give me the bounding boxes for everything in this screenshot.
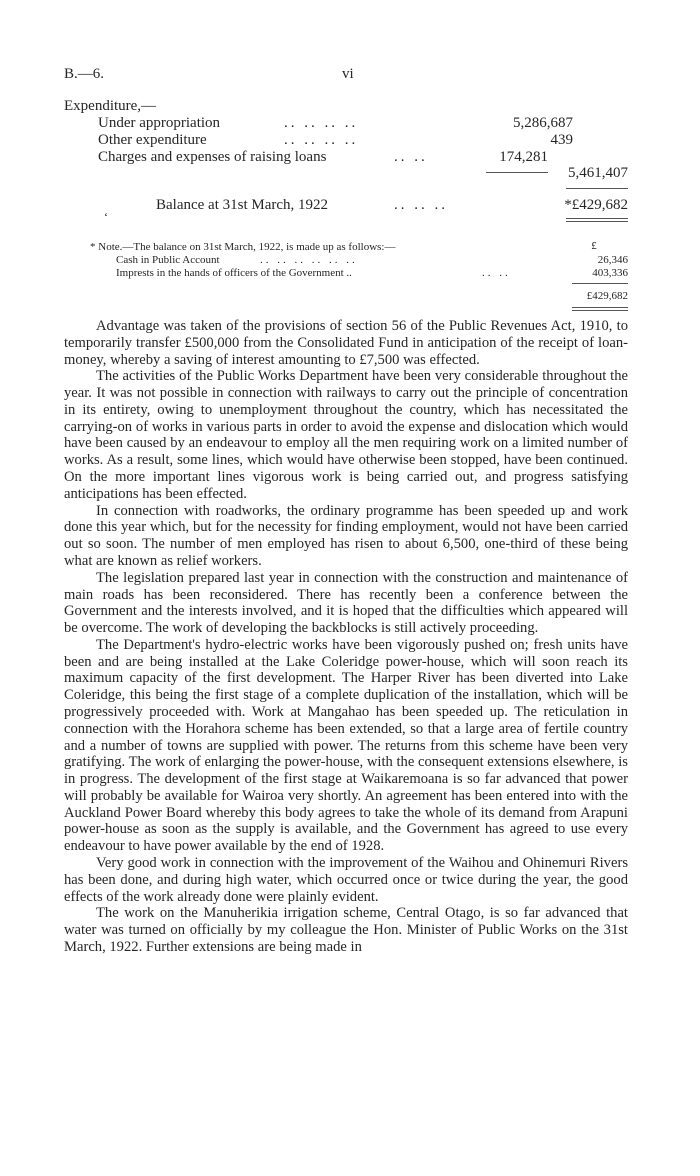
paragraph: The Department's hydro-electric works have been vigorously pushed on; fresh units have been and are being installed at the Lake Coleridge power-house, which will soon reach its maximum capacity of the first development. The Harper River has been diverted into Lake Coleridge, this being the first stage of a complete duplication of the installation, which will be progressively proceeded with. Work at Mangahao has been speeded up. The reticulation in connection with the Horahora scheme has been extended, so that a large area of fertile country and a number of towns are supplied with power. The returns from this scheme have been very gratifying. The work of enlarging the power-house, with the consequent extensions elsewhere, is in progress. The development of the first stage at Waikaremoana is so far advanced that power will probably be available for Wairoa very shortly. An agreement has been entered into with the Auckland Power Board whereby this body agrees to take the whole of its demand from Arapuni power-house as soon as the supply is available, and the Government has agreed to use every endeavour to have power available by the end of 1928. [64, 636, 628, 855]
balance-label: Balance at 31st March, 1922 [156, 197, 329, 213]
footnote-double-rule-top [572, 307, 628, 308]
paragraph: The activities of the Public Works Department have been very considerable throughout the year. It was not possible in connection with railways to carry out the principle of concentration in its entirety, owing to unemployment throughout the country, which has necessitated the carrying-on of works in various parts in order to avoid the expense and dislocation which would have been caused by an endeavour to employ all the men requiring work on a limited number of works. As a result, some lines, which would have otherwise been stopped, have been continued. On the more important lines vigorous work is being carried out, and progress satisfying anticipations has been effected. [64, 368, 628, 502]
leader-dots: .. .. [482, 267, 511, 279]
paragraph: Advantage was taken of the provisions of section 56 of the Public Revenues Act, 1910, to temporarily transfer £500,000 from the Consolidated Fund in anticipation of the receipt of loan-money, whereby a saving of interest amounting to £7,500 was effected. [64, 318, 628, 368]
footnote-rule [572, 283, 628, 284]
expenditure-total: 5,461,407 [568, 165, 628, 181]
paragraph: The work on the Manuherikia irrigation scheme, Central Otago, is so far advanced that water was turned on officially by my colleague the Hon. Minister of Public Works on the 31st March, 1922. Further extensions are being made in [64, 905, 628, 955]
leader-dots: .. .. .. [394, 197, 448, 213]
footnote-intro: * Note.—The balance on 31st March, 1922, is made up as follows:— [90, 241, 396, 253]
footnote-item-amount: 26,346 [597, 254, 628, 266]
paragraph: In connection with roadworks, the ordinary programme has been speeded up and work done this year which, but for the necessity for finding employment, would not have been carried out so soon. The number of men employed has risen to about 6,500, one-third of these being what are known as relief workers. [64, 502, 628, 569]
leader-dots: .. .. .. .. .. .. [260, 254, 358, 266]
paragraph: Very good work in connection with the improvement of the Waihou and Ohinemuri Rivers has been done, and during high water, which occurred once or twice during the year, the good effects of the work already done were plainly evident. [64, 855, 628, 905]
leader-dots: .. .. .. .. [284, 115, 359, 131]
expenditure-item-label: Charges and expenses of raising loans [98, 149, 327, 165]
double-rule-top [566, 218, 628, 219]
expenditure-item-amount: 5,286,687 [513, 115, 573, 131]
footnote-item-label: Cash in Public Account [116, 254, 220, 266]
paragraph: The legislation prepared last year in connection with the construction and maintenance of main roads has been reconsidered. There has recently been a conference between the Government and the interests involved, and it is hoped that the difficulties which appeared will be overcome. The work of developing the backblocks is still actively proceeding. [64, 569, 628, 637]
footnote-item-amount: 403,336 [592, 267, 628, 279]
page-number: vi [342, 66, 354, 82]
footnote-item-label: Imprests in the hands of officers of the Government .. [116, 267, 352, 279]
leader-dots: .. .. .. .. [284, 132, 359, 148]
expenditure-item-label: Under appropriation [98, 115, 221, 131]
balance-amount: *£429,682 [564, 197, 628, 213]
expenditure-item-label: Other expenditure [98, 132, 207, 148]
total-rule [566, 188, 628, 189]
expenditure-item-amount: 174,281 [499, 149, 548, 165]
subtotal-rule [486, 172, 548, 173]
leader-dots: .. .. [394, 149, 428, 165]
footnote-total: £429,682 [586, 290, 628, 302]
expenditure-item-amount: 439 [550, 132, 573, 148]
double-rule-bottom [566, 221, 628, 222]
footnote-currency: £ [591, 240, 597, 252]
footnote-double-rule-bottom [572, 310, 628, 311]
stray-mark: ‘ [104, 210, 108, 224]
page-reference: B.—6. [64, 66, 105, 82]
expenditure-heading: Expenditure,— [64, 98, 157, 114]
body-text [64, 318, 628, 956]
